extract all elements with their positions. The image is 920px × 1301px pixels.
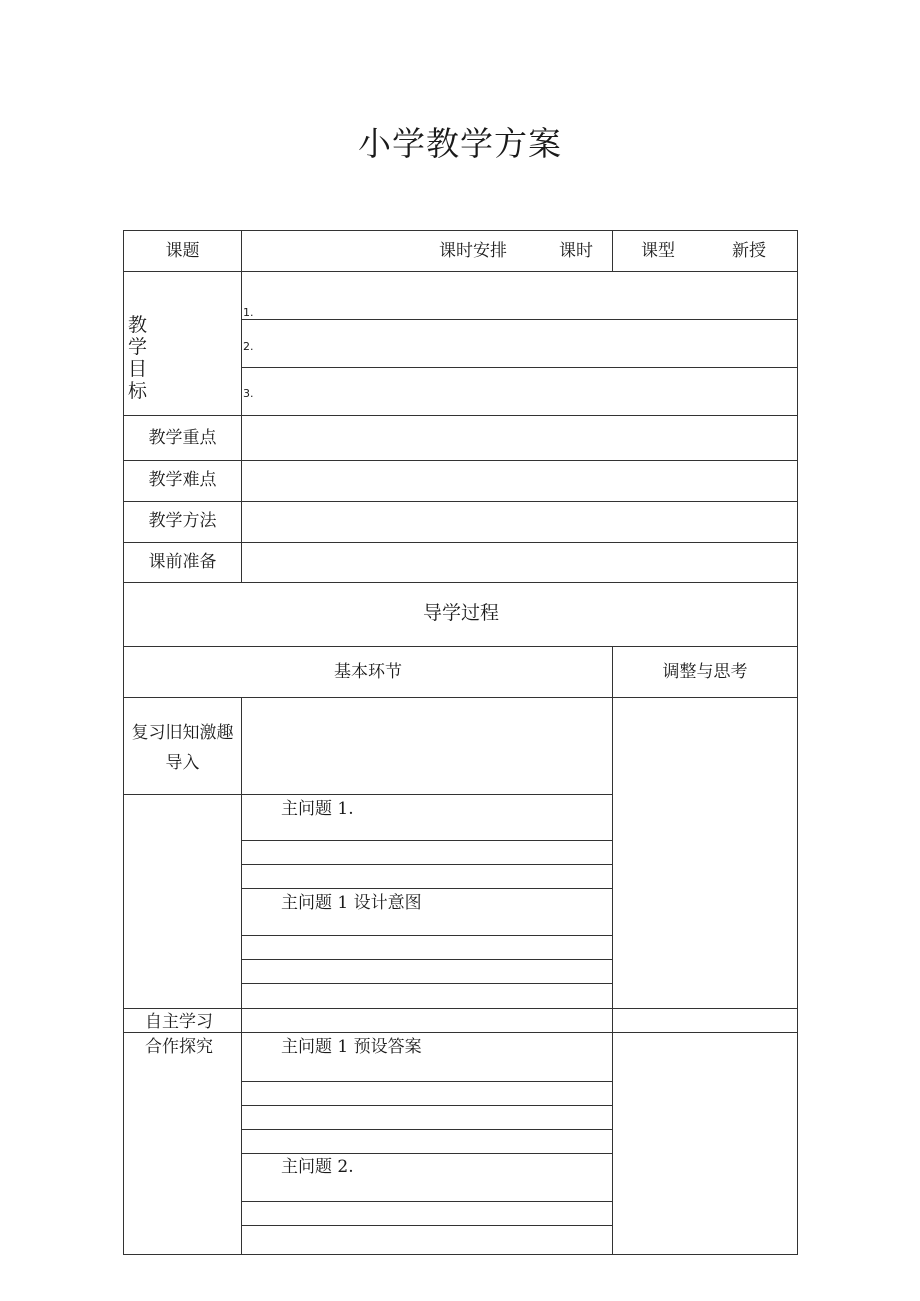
- row-line: [123, 271, 798, 272]
- column-line: [241, 230, 242, 582]
- row-line: [123, 646, 798, 647]
- row-line: [123, 501, 798, 502]
- self-study-label: 自主学习: [145, 1012, 213, 1032]
- review-label-line2: 导入: [165, 753, 200, 773]
- main-question-1-intent: 主问题 1 设计意图: [281, 893, 422, 913]
- row-line: [241, 1153, 612, 1154]
- row-line: [123, 460, 798, 461]
- objective-item: 1.: [243, 306, 254, 319]
- row-line: [123, 582, 798, 583]
- row-line: [241, 935, 612, 936]
- row-line: [123, 697, 798, 698]
- type-value: 新授: [732, 241, 766, 261]
- row-line: [123, 1008, 798, 1009]
- column-line: [612, 646, 613, 1255]
- row-line: [123, 794, 612, 795]
- row-line: [241, 888, 612, 889]
- row-line: [241, 864, 612, 865]
- row-line: [123, 542, 798, 543]
- column-line: [241, 697, 242, 1255]
- type-label: 课型: [641, 241, 675, 261]
- column-line: [612, 230, 613, 271]
- main-question-1-answer: 主问题 1 预设答案: [281, 1037, 422, 1057]
- period-label: 课时: [559, 241, 593, 261]
- difficulties-label: 教学难点: [148, 470, 217, 490]
- basic-steps-header: 基本环节: [334, 662, 402, 682]
- row-line: [241, 959, 612, 960]
- row-line: [241, 1105, 612, 1106]
- objective-item: 3.: [243, 387, 254, 400]
- reflection-header: 调整与思考: [662, 662, 748, 682]
- main-question-1: 主问题 1.: [281, 799, 354, 819]
- topic-label: 课题: [165, 241, 200, 261]
- objectives-label: 教 学 目 标: [128, 314, 148, 402]
- main-question-2: 主问题 2.: [281, 1157, 354, 1177]
- key-points-label: 教学重点: [148, 428, 217, 448]
- row-line: [241, 840, 612, 841]
- cooperation-label: 合作探究: [145, 1037, 213, 1057]
- review-label: 复习旧知激趣: [131, 723, 234, 743]
- row-line: [123, 1032, 798, 1033]
- row-line: [241, 367, 798, 368]
- row-line: [241, 1129, 612, 1130]
- row-line: [241, 983, 612, 984]
- process-heading: 导学过程: [422, 602, 499, 624]
- row-line: [241, 319, 798, 320]
- methods-label: 教学方法: [148, 511, 217, 531]
- row-line: [241, 1201, 612, 1202]
- row-line: [241, 1081, 612, 1082]
- schedule-label: 课时安排: [439, 241, 507, 261]
- objective-item: 2.: [243, 340, 254, 353]
- page-title: 小学教学方案: [358, 124, 562, 163]
- preparation-label: 课前准备: [148, 552, 217, 572]
- row-line: [241, 1225, 612, 1226]
- row-line: [123, 415, 798, 416]
